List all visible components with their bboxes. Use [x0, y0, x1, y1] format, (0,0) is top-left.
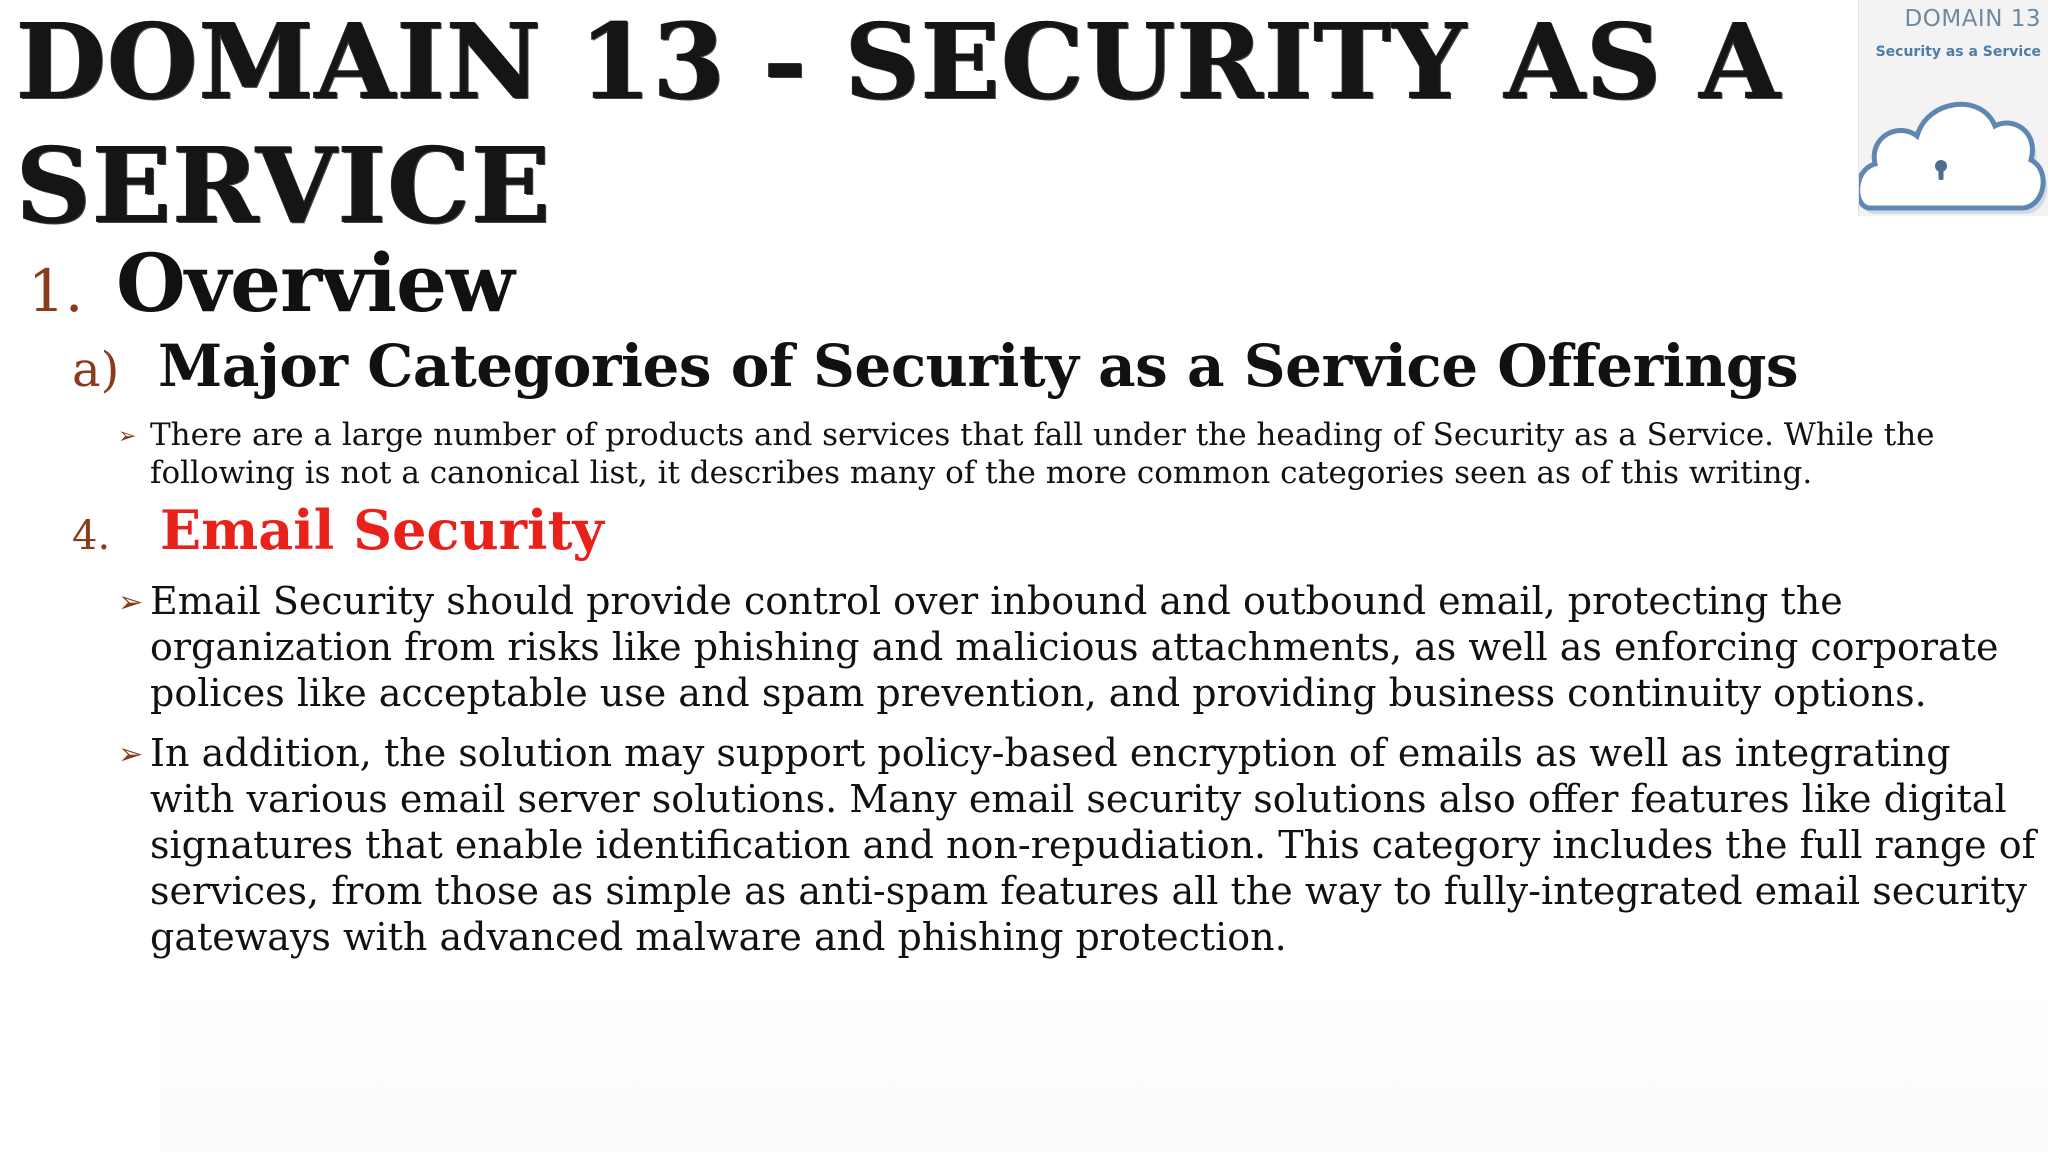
- category-label: Email Security: [160, 498, 604, 562]
- section-number: 1.: [28, 257, 84, 325]
- bullet-text: Email Security should provide control over inbound and outbound email, protecting the organization from risks like phishing and malicious attachments, as well as enforcing corporate polices like acceptable use and spam prevention, and providing business continuity options.: [150, 579, 1999, 715]
- bullet-item: [118, 578, 2038, 716]
- logo-title: DOMAIN 13: [1904, 6, 2041, 32]
- bullet-arrow-icon: ➢: [118, 585, 144, 620]
- slide-title: DOMAIN 13 - SECURITY AS A SERVICE: [16, 0, 1782, 247]
- intro-bullet: [118, 416, 1998, 492]
- bullet-item: [118, 730, 2038, 960]
- intro-bullet-text: There are a large number of products and services that fall under the heading of Security as a Service. While the following is not a canonical list, it describes many of the more common categories seen as of this writing.: [150, 417, 1935, 491]
- section-label: Overview: [116, 236, 514, 330]
- category-number: 4.: [72, 513, 111, 559]
- bullet-arrow-icon: ➢: [118, 424, 137, 449]
- bullet-text: In addition, the solution may support policy-based encryption of emails as well as integrating with various email server solutions. Many email security solutions also offer features like digital signatures that enable identification and non-repudiation. This category includes the full range of services, from those as simple as anti-spam features all the way to fully-integrated email security gateways with advanced malware and phishing protection.: [150, 731, 2036, 959]
- background-shade: [160, 980, 2048, 1152]
- bullet-arrow-icon: ➢: [118, 737, 144, 772]
- section-heading: [28, 236, 514, 330]
- subsection-label: Major Categories of Security as a Service Offerings: [158, 332, 1799, 400]
- logo-subtitle: Security as a Service: [1875, 44, 2041, 60]
- cloud-lock-icon: [1859, 92, 2048, 216]
- category-heading: [72, 498, 604, 562]
- subsection-heading: [72, 332, 1798, 400]
- domain-logo: [1858, 0, 2048, 216]
- subsection-number: a): [72, 342, 120, 398]
